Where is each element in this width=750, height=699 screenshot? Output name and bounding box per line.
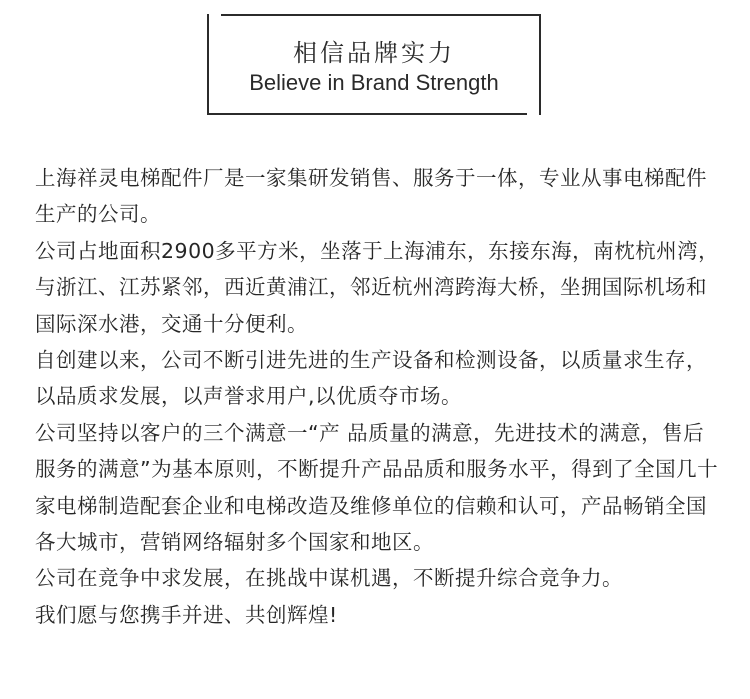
- heading-title-cn: 相信品牌实力: [293, 39, 455, 67]
- intro-paragraph-3: 自创建以来，公司不断引进先进的生产设备和检测设备，以质量求生存，以品质求发展，以声誉求用户,以优质夺市场。: [35, 348, 707, 409]
- intro-paragraph-4: 公司坚持以客户的三个满意一“产 品质量的满意，先进技术的满意，售后服务的满意”为基本原则，不断提升产品品质和服务水平，得到了全国几十家电梯制造配套企业和电梯改造及维修单位的信赖和认可，产品畅销全国各大城市，营销网络辐射多个国家和地区。: [35, 420, 719, 555]
- intro-paragraph-5: 公司在竞争中求发展，在挑战中谋机遇，不断提升综合竞争力。: [35, 566, 623, 591]
- company-intro: [35, 160, 725, 633]
- intro-paragraph-2: 公司占地面积2900多平方米，坐落于上海浦东，东接东海，南枕杭州湾，与浙江、江苏紧邻，西近黄浦江，邻近杭州湾跨海大桥，坐拥国际机场和国际深水港，交通十分便利。: [35, 238, 720, 336]
- brand-heading-box: [207, 14, 541, 114]
- intro-paragraph-6: 我们愿与您携手并进、共创辉煌!: [35, 602, 338, 627]
- heading-title-en: Believe in Brand Strength: [249, 70, 499, 95]
- intro-paragraph-1: 上海祥灵电梯配件厂是一家集研发销售、服务于一体，专业从事电梯配件生产的公司。: [35, 166, 707, 227]
